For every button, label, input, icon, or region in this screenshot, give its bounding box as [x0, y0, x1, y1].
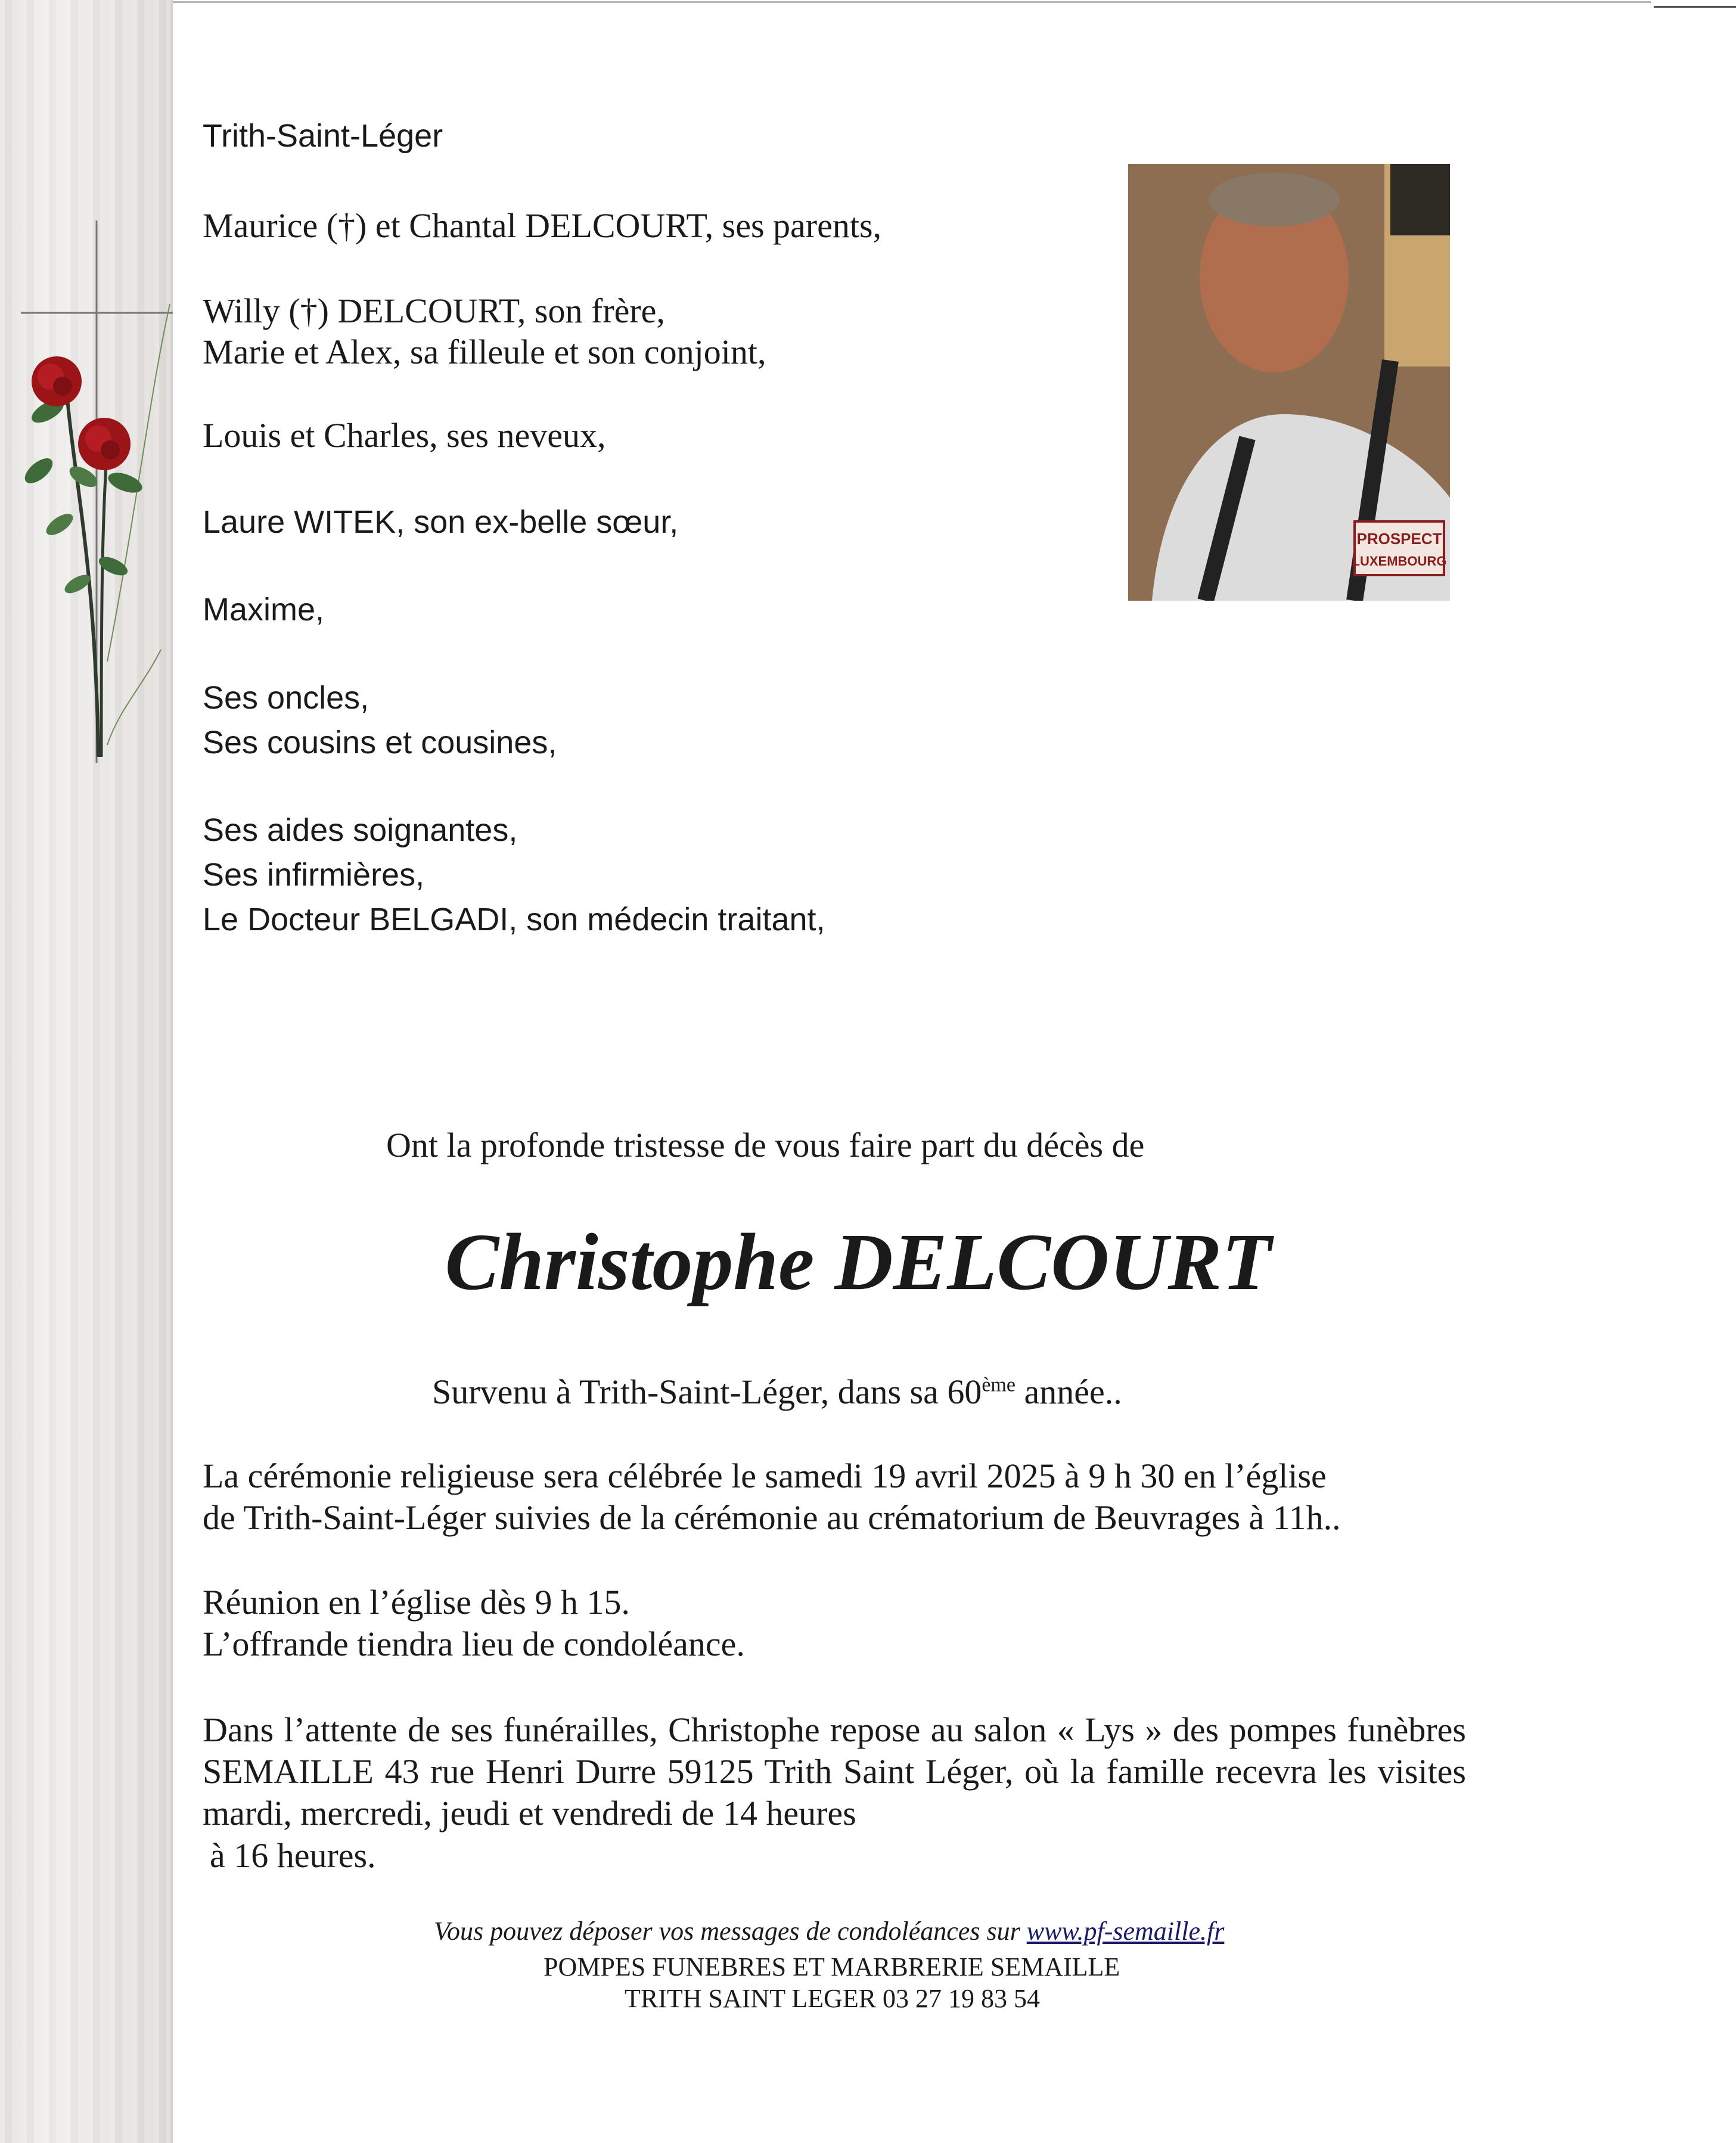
- cross-and-roses-illustration: [12, 220, 179, 775]
- company-contact: TRITH SAINT LEGER 03 27 19 83 54: [625, 1984, 1041, 2013]
- shirt-print-line-2: LUXEMBOURG: [1352, 554, 1447, 569]
- condolence-line: [434, 1916, 1224, 1946]
- deceased-name: Christophe DELCOURT: [445, 1218, 1272, 1307]
- rest-paragraph-end: à 16 heures.: [210, 1836, 376, 1875]
- top-rule-accent: [1654, 6, 1736, 8]
- doctor-line: Le Docteur BELGADI, son médecin traitant,: [203, 902, 825, 937]
- ex-sister-in-law-line: Laure WITEK, son ex-belle sœur,: [203, 504, 679, 540]
- leaf: [21, 454, 57, 487]
- portrait-illustration: [1128, 164, 1450, 601]
- offering-line: L’offrande tiendra lieu de condoléance.: [203, 1625, 745, 1663]
- maxime-line: Maxime,: [203, 592, 325, 628]
- cousins-line: Ses cousins et cousines,: [203, 725, 557, 760]
- death-line: [432, 1372, 1122, 1412]
- announcement-intro: Ont la profonde tristesse de vous faire part du décès de: [386, 1126, 1145, 1164]
- meeting-line: Réunion en l’église dès 9 h 15.: [203, 1583, 630, 1622]
- leaf: [43, 510, 76, 539]
- top-rule: [173, 1, 1651, 3]
- death-line-suffix: année..: [1015, 1372, 1122, 1411]
- condolence-text: Vous pouvez déposer vos messages de condoléances sur: [434, 1917, 1027, 1946]
- goddaughter-line: Marie et Alex, sa filleule et son conjoint,: [203, 333, 766, 371]
- rose-stem-2: [101, 447, 107, 757]
- town-heading: Trith-Saint-Léger: [203, 118, 443, 154]
- nurses-line: Ses infirmières,: [203, 857, 425, 893]
- rest-paragraph: Dans l’attente de ses funérailles, Christophe repose au salon « Lys » des pompes funèbres SEMAILLE 43 rue Henri Durre 59125 Trith Saint Léger, où la famille recevra les visites mardi, mercredi, jeudi et vendredi de 14 heures: [203, 1710, 1466, 1833]
- ceremony-line-1: La cérémonie religieuse sera célébrée le samedi 19 avril 2025 à 9 h 30 en l’église: [203, 1456, 1327, 1495]
- grass-blade-2: [107, 650, 161, 745]
- caregivers-line: Ses aides soignantes,: [203, 812, 518, 848]
- uncles-line: Ses oncles,: [203, 680, 369, 716]
- leaf: [105, 469, 145, 497]
- death-line-ordinal: ème: [982, 1374, 1015, 1396]
- death-line-prefix: Survenu à Trith-Saint-Léger, dans sa 60: [432, 1372, 982, 1411]
- rose-petal: [101, 440, 120, 459]
- company-name: POMPES FUNEBRES ET MARBRERIE SEMAILLE: [544, 1952, 1120, 1982]
- portrait-photo: [1128, 164, 1450, 601]
- nephews-line: Louis et Charles, ses neveux,: [203, 416, 606, 455]
- ceremony-line-2: de Trith-Saint-Léger suivies de la cérémonie au crématorium de Beuvrages à 11h..: [203, 1498, 1341, 1537]
- brother-line: Willy (†) DELCOURT, son frère,: [203, 291, 665, 330]
- rose-petal: [53, 377, 72, 396]
- parents-line: Maurice (†) et Chantal DELCOURT, ses parents,: [203, 206, 882, 245]
- website-link[interactable]: www.pf-semaille.fr: [1026, 1917, 1225, 1946]
- shirt-print-line-1: PROSPECT: [1356, 530, 1442, 548]
